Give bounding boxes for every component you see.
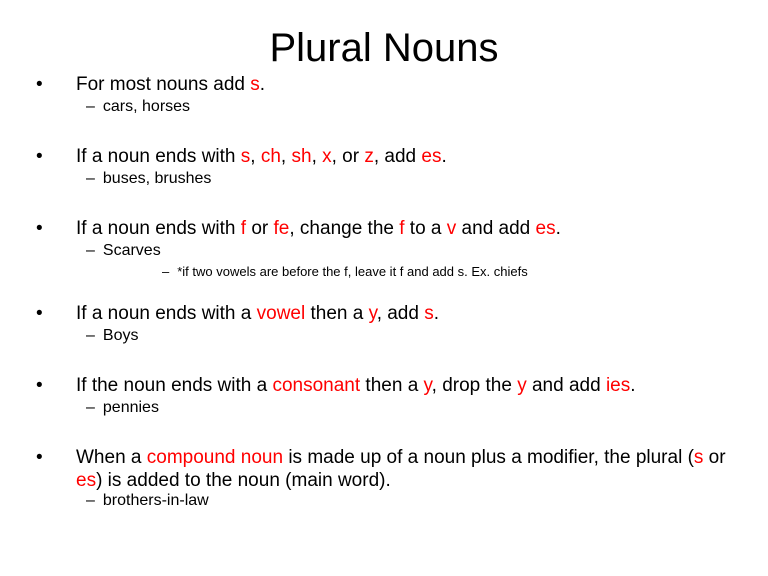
dash-marker: – xyxy=(86,242,95,259)
bullet-1 xyxy=(36,73,726,96)
bullet-3-text xyxy=(76,217,726,240)
bullet-marker: • xyxy=(36,74,43,95)
bullet-5-text xyxy=(76,374,726,397)
text-segment: , xyxy=(280,146,292,167)
bullet-5-example xyxy=(86,398,159,418)
highlighted-term: ies xyxy=(605,375,631,396)
bullet-marker: • xyxy=(36,218,43,239)
bullet-2-example xyxy=(86,169,211,189)
text-segment: . xyxy=(259,74,266,95)
highlighted-term: compound noun xyxy=(146,447,284,468)
text-segment: to a xyxy=(404,218,447,239)
highlighted-term: f xyxy=(399,218,405,239)
bullet-1-example-text: cars, horses xyxy=(102,98,191,115)
bullet-4-example-text: Boys xyxy=(102,327,139,344)
dash-marker: – xyxy=(86,492,95,509)
text-segment: If the noun ends with a xyxy=(76,375,273,396)
dash-marker: – xyxy=(86,399,95,416)
text-segment: When a xyxy=(76,447,147,468)
highlighted-term: y xyxy=(368,303,377,324)
highlighted-term: s xyxy=(693,447,704,468)
highlighted-term: fe xyxy=(273,218,290,239)
text-segment: . xyxy=(433,303,440,324)
highlighted-term: x xyxy=(322,146,332,167)
highlighted-term: f xyxy=(240,218,247,239)
text-segment: , change the xyxy=(289,218,400,239)
text-segment: For most nouns add xyxy=(76,74,251,95)
text-segment: , xyxy=(311,146,323,167)
highlighted-term: es xyxy=(76,470,97,491)
text-segment: or xyxy=(703,447,726,468)
bullet-2-example-text: buses, brushes xyxy=(102,170,212,187)
text-segment: , xyxy=(250,146,261,167)
highlighted-term: vowel xyxy=(256,303,306,324)
text-segment: , add xyxy=(376,303,425,324)
highlighted-term: s xyxy=(240,146,251,167)
bullet-2-text xyxy=(76,145,726,168)
text-segment: If a noun ends with xyxy=(76,146,241,167)
bullet-5-example-text: pennies xyxy=(102,399,159,416)
text-segment: . xyxy=(441,146,447,167)
bullet-3-note xyxy=(162,263,528,281)
text-segment: , drop the xyxy=(431,375,518,396)
highlighted-term: s xyxy=(250,74,260,95)
bullet-4 xyxy=(36,302,726,325)
bullet-5 xyxy=(36,374,726,397)
text-segment: and add xyxy=(526,375,606,396)
slide-title: Plural Nouns xyxy=(269,26,499,70)
highlighted-term: es xyxy=(535,218,556,239)
dash-marker: – xyxy=(86,327,95,344)
bullet-6-example xyxy=(86,491,209,511)
bullet-marker: • xyxy=(36,447,43,468)
highlighted-term: consonant xyxy=(272,375,361,396)
bullet-marker: • xyxy=(36,375,43,396)
dash-marker: – xyxy=(86,98,95,115)
bullet-3-note-text: *if two vowels are before the f, leave it f and add s. Ex. chiefs xyxy=(177,264,528,279)
bullet-2 xyxy=(36,145,726,168)
bullet-6 xyxy=(36,446,726,492)
bullet-3-example-text: Scarves xyxy=(102,242,161,259)
text-segment: , add xyxy=(373,146,422,167)
text-segment: is made up of a noun plus a modifier, the plural ( xyxy=(283,447,694,468)
dash-marker: – xyxy=(162,264,170,279)
bullet-4-example xyxy=(86,326,138,346)
text-segment: . xyxy=(555,218,561,239)
highlighted-term: ch xyxy=(260,146,281,167)
text-segment: or xyxy=(246,218,274,239)
bullet-6-text xyxy=(76,446,726,492)
text-segment: ) is added to the noun (main word). xyxy=(96,470,391,491)
text-segment: If a noun ends with a xyxy=(76,303,257,324)
text-segment: then a xyxy=(305,303,369,324)
highlighted-term: z xyxy=(364,146,374,167)
dash-marker: – xyxy=(86,170,95,187)
text-segment: and add xyxy=(456,218,536,239)
text-segment: . xyxy=(630,375,636,396)
bullet-marker: • xyxy=(36,146,43,167)
bullet-4-text xyxy=(76,302,726,325)
highlighted-term: y xyxy=(517,375,527,396)
bullet-3-example xyxy=(86,241,161,261)
bullet-3 xyxy=(36,217,726,240)
highlighted-term: s xyxy=(424,303,434,324)
highlighted-term: es xyxy=(421,146,442,167)
bullet-1-example xyxy=(86,97,190,117)
text-segment: If a noun ends with xyxy=(76,218,241,239)
text-segment: , or xyxy=(331,146,365,167)
bullet-6-example-text: brothers-in-law xyxy=(102,492,209,509)
highlighted-term: v xyxy=(446,218,457,239)
bullet-1-text xyxy=(76,73,726,96)
text-segment: then a xyxy=(360,375,424,396)
highlighted-term: sh xyxy=(291,146,312,167)
highlighted-term: y xyxy=(423,375,432,396)
bullet-marker: • xyxy=(36,303,43,324)
